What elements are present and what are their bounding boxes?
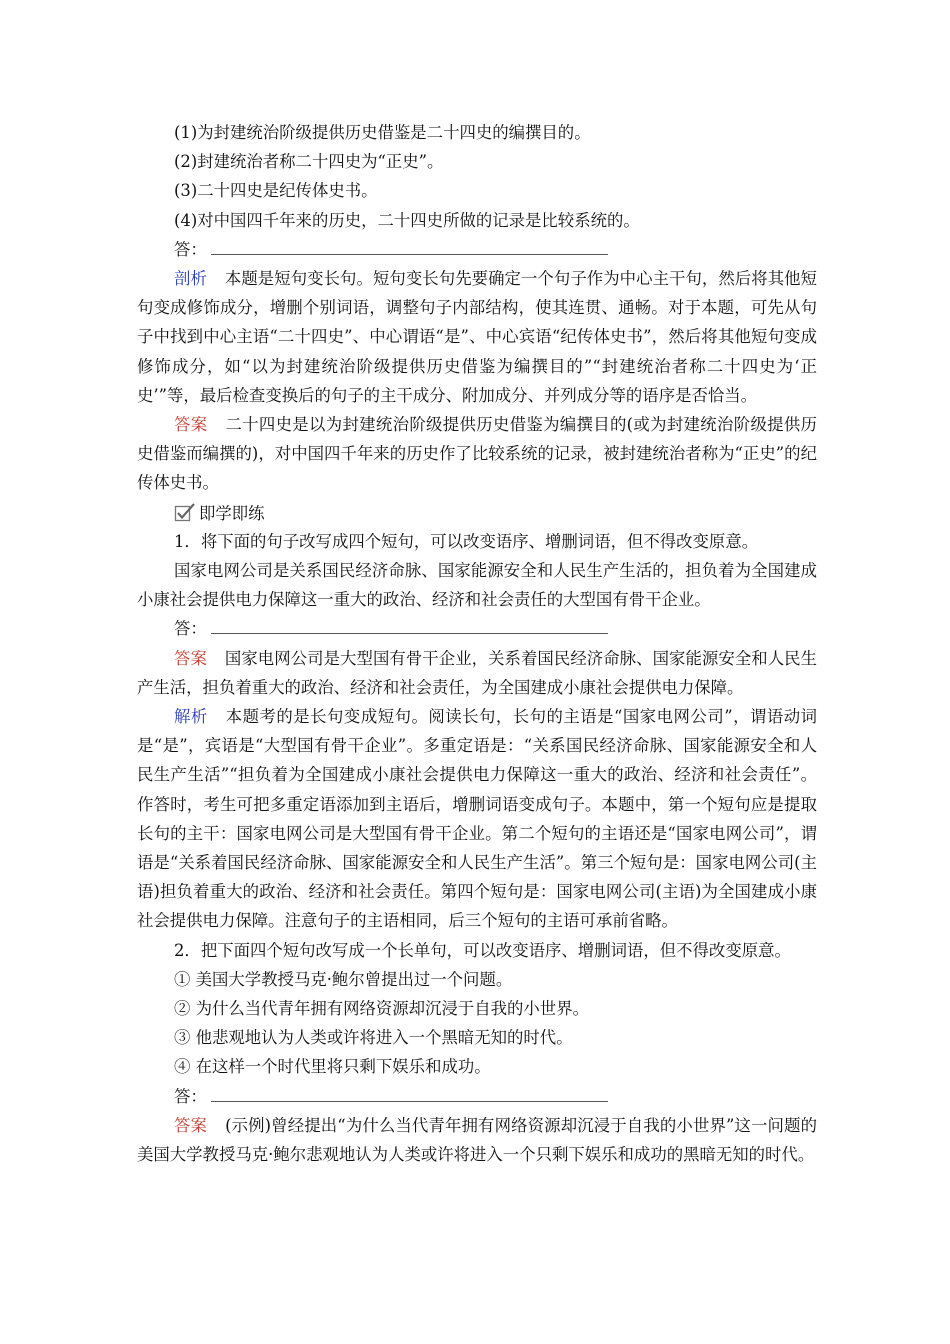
answer-label: 答案 (174, 1115, 208, 1135)
answer-line (211, 1084, 608, 1102)
answer-text: 二十四史是以为封建统治阶级提供历史借鉴为编撰目的(或为封建统治阶级提供历史借鉴而编撰的)，对中国四千年来的历史作了比较系统的记录，被封建统治者称为“正史”的纪传体史书。 (137, 415, 817, 493)
question-2-prompt: 2．把下面四个短句改写成一个长单句，可以改变语序、增删词语，但不得改变原意。 (174, 940, 791, 960)
question-item-2: (2)封建统治者称二十四史为“正史”。 (174, 152, 444, 172)
question-1-prompt: 1．将下面的句子改写成四个短句，可以改变语序、增删词语，但不得改变原意。 (174, 531, 759, 551)
analysis-label: 剖析 (174, 269, 207, 289)
answer-blank-2 (137, 614, 817, 643)
answer-text: 国家电网公司是大型国有骨干企业，关系着国民经济命脉、国家能源安全和人民生产生活，担负着重大的政治、经济和社会责任，为全国建成小康社会提供电力保障。 (137, 648, 818, 697)
document-page (137, 118, 817, 1169)
analysis-block-2 (137, 702, 817, 936)
analysis-text: 本题是短句变长句。短句变长句先要确定一个句子作为中心主干句，然后将其他短句变成修饰成分，增删个别词语，调整句子内部结构，使其连贯、通畅。对于本题，可先从句子中找到中心主语“二十四史”、中心谓语“是”、中心宾语“纪传体史书”，然后将其他短句变成修饰成分，如“以为封建统治阶级提供历史借鉴为编撰目的”“封建统治者称二十四史为‘正史’”等，最后检查变换后的句子的主干成分、附加成分、并列成分等的语序是否恰当。 (137, 269, 818, 405)
analysis-block-1 (137, 264, 817, 410)
answer-prefix: 答： (174, 239, 207, 259)
answer-text: (示例)曾经提出“为什么当代青年拥有网络资源却沉浸于自我的小世界”这一问题的美国大学教授马克·鲍尔悲观地认为人类或许将进入一个只剩下娱乐和成功的黑暗无知的时代。 (137, 1115, 818, 1165)
answer-block-1 (137, 410, 817, 498)
question-2-item-3: ③ 他悲观地认为人类或许将进入一个黑暗无知的时代。 (174, 1028, 573, 1048)
question-1-sentence: 国家电网公司是关系国民经济命脉、国家能源安全和人民生产生活的，担负着为全国建成小康社会提供电力保障这一重大的政治、经济和社会责任的大型国有骨干企业。 (137, 561, 817, 610)
answer-line (211, 237, 608, 255)
question-2-item-4: ④ 在这样一个时代里将只剩下娱乐和成功。 (174, 1057, 491, 1077)
question-2-item-1: ① 美国大学教授马克·鲍尔曾提出过一个问题。 (174, 969, 513, 989)
answer-block-2 (137, 644, 817, 702)
section-header (137, 498, 817, 527)
answer-label: 答案 (174, 415, 208, 435)
question-2-item-2: ② 为什么当代青年拥有网络资源却沉浸于自我的小世界。 (174, 999, 589, 1019)
analysis-label: 解析 (174, 707, 208, 727)
answer-blank-1 (137, 235, 817, 264)
answer-label: 答案 (174, 648, 207, 668)
question-item-1: (1)为封建统治阶级提供历史借鉴是二十四史的编撰目的。 (174, 123, 591, 142)
question-item-4: (4)对中国四千年来的历史，二十四史所做的记录是比较系统的。 (174, 210, 640, 230)
answer-prefix: 答： (174, 619, 207, 639)
question-item-3: (3)二十四史是纪传体史书。 (174, 181, 378, 201)
answer-block-3 (137, 1111, 817, 1169)
checkbox-check-icon (174, 502, 196, 522)
answer-prefix: 答： (174, 1086, 207, 1106)
answer-blank-3 (137, 1082, 817, 1111)
section-title: 即学即练 (199, 504, 265, 524)
answer-line (211, 616, 608, 634)
analysis-text: 本题考的是长句变成短句。阅读长句，长句的主语是“国家电网公司”，谓语动词是“是”，宾语是“大型国有骨干企业”。多重定语是：“关系国民经济命脉、国家能源安全和人民生产生活”“担负着为全国建成小康社会提供电力保障这一重大的政治、经济和社会责任”。作答时，考生可把多重定语添加到主语后，增删词语变成句子。本题中，第一个短句应是提取长句的主干：国家电网公司是大型国有骨干企业。第二个短句的主语还是“国家电网公司”，谓语是“关系着国民经济命脉、国家能源安全和人民生产生活”。第三个短句是：国家电网公司(主语)担负着重大的政治、经济和社会责任。第四个短句是：国家电网公司(主语)为全国建成小康社会提供电力保障。注意句子的主语相同，后三个短句的主语可承前省略。 (137, 707, 817, 931)
